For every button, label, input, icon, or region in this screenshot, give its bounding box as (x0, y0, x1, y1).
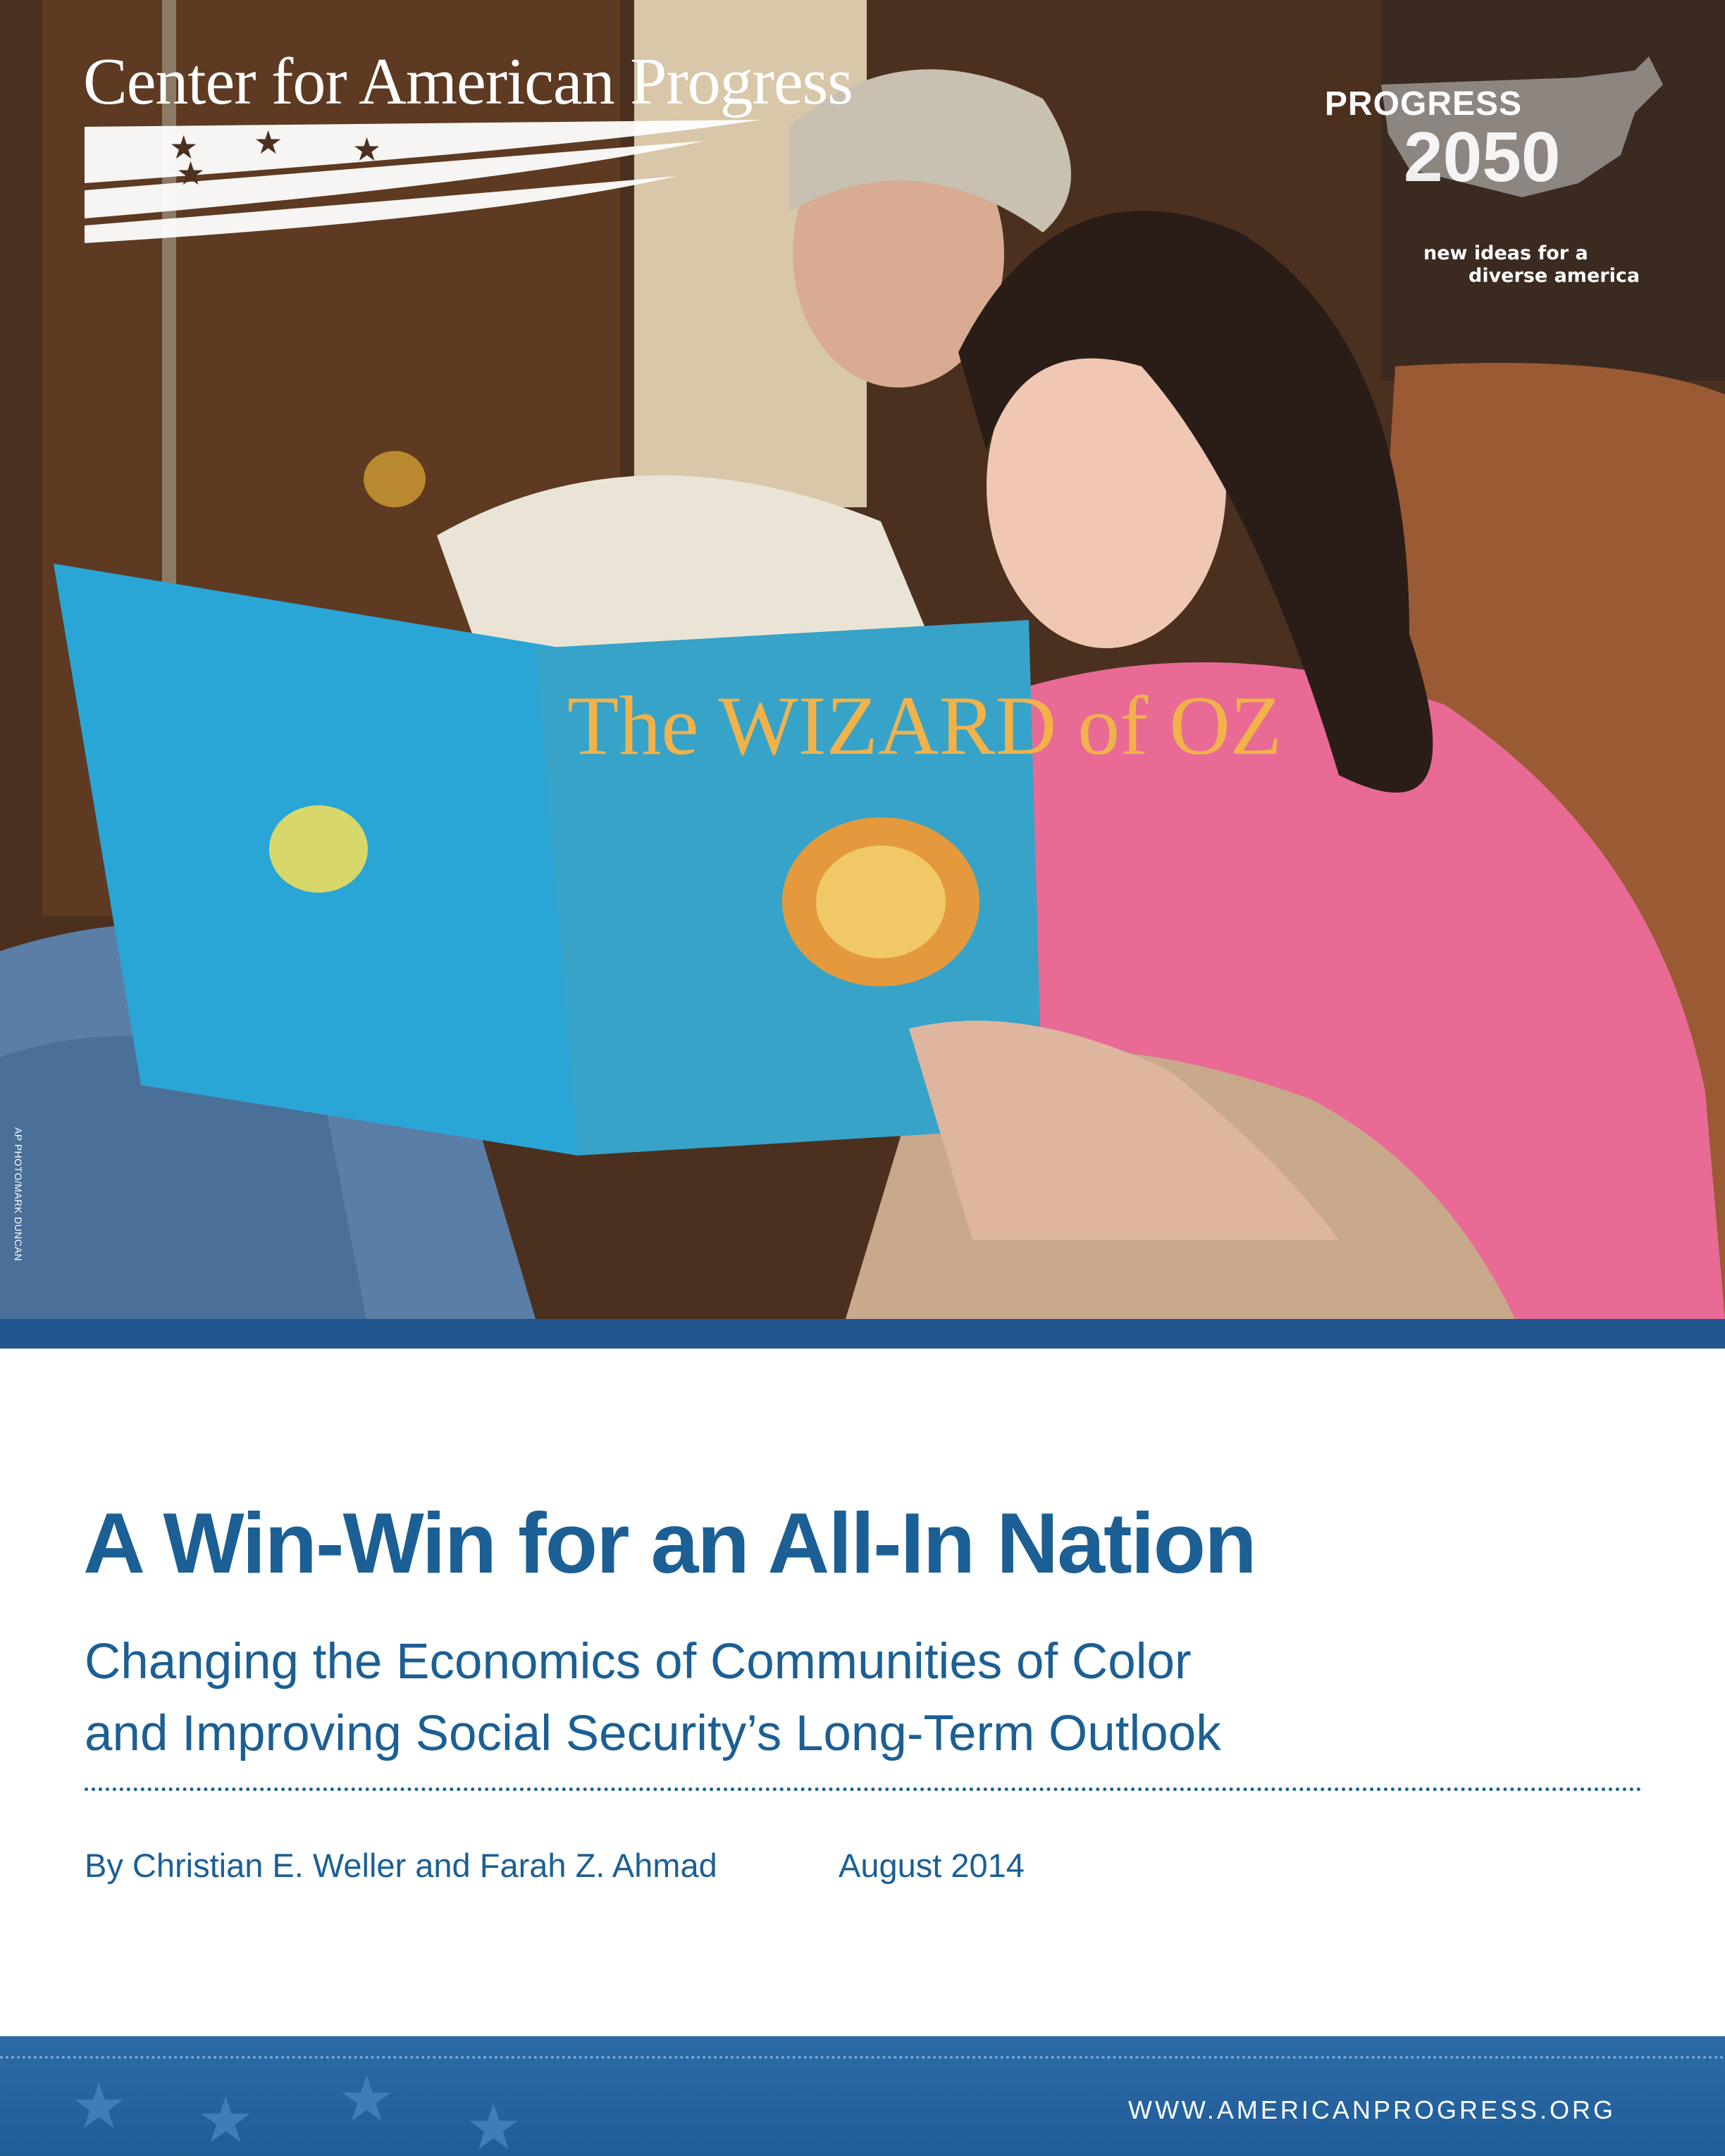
svg-text:★: ★ (176, 155, 206, 192)
dotted-divider (85, 1788, 1642, 1791)
book-cover-title (553, 648, 1282, 789)
report-subtitle-line-2: and Improving Social Security’s Long-Term Outlook (85, 1706, 1221, 1761)
svg-text:★: ★ (338, 2064, 395, 2135)
footer-dotted-line (0, 2056, 1725, 2059)
progress-2050-word: PROGRESS (1325, 85, 1523, 123)
report-subtitle-line-1: Changing the Economics of Communities of Color (85, 1634, 1192, 1690)
flag-stars-icon (85, 120, 761, 247)
book-title-text: The WIZARD of OZ (567, 679, 1282, 772)
progress-2050-tagline-2: diverse america (1469, 265, 1640, 287)
svg-text:★: ★ (352, 131, 382, 168)
report-title: A Win-Win for an All-In Nation (83, 1495, 1256, 1591)
svg-text:★: ★ (70, 2071, 128, 2142)
svg-text:★: ★ (169, 129, 199, 166)
svg-text:★: ★ (197, 2086, 254, 2156)
footer-band (0, 2036, 1725, 2156)
svg-text:★: ★ (465, 2093, 522, 2156)
progress-2050-year: 2050 (1404, 118, 1561, 197)
hero-divider-band (0, 1319, 1725, 1349)
org-logo-text: Center for American Progress (83, 45, 853, 118)
website-link[interactable]: WWW.AMERICANPROGRESS.ORG (1127, 2095, 1616, 2124)
report-date: August 2014 (839, 1847, 1025, 1884)
report-byline: By Christian E. Weller and Farah Z. Ahmad (85, 1847, 717, 1884)
progress-2050-badge (1325, 56, 1656, 289)
photo-credit: AP PHOTO/MARK DUNCAN (13, 1127, 24, 1261)
progress-2050-tagline-1: new ideas for a (1423, 242, 1588, 264)
svg-text:★: ★ (254, 124, 283, 161)
footer-stars-icon (0, 2036, 634, 2156)
